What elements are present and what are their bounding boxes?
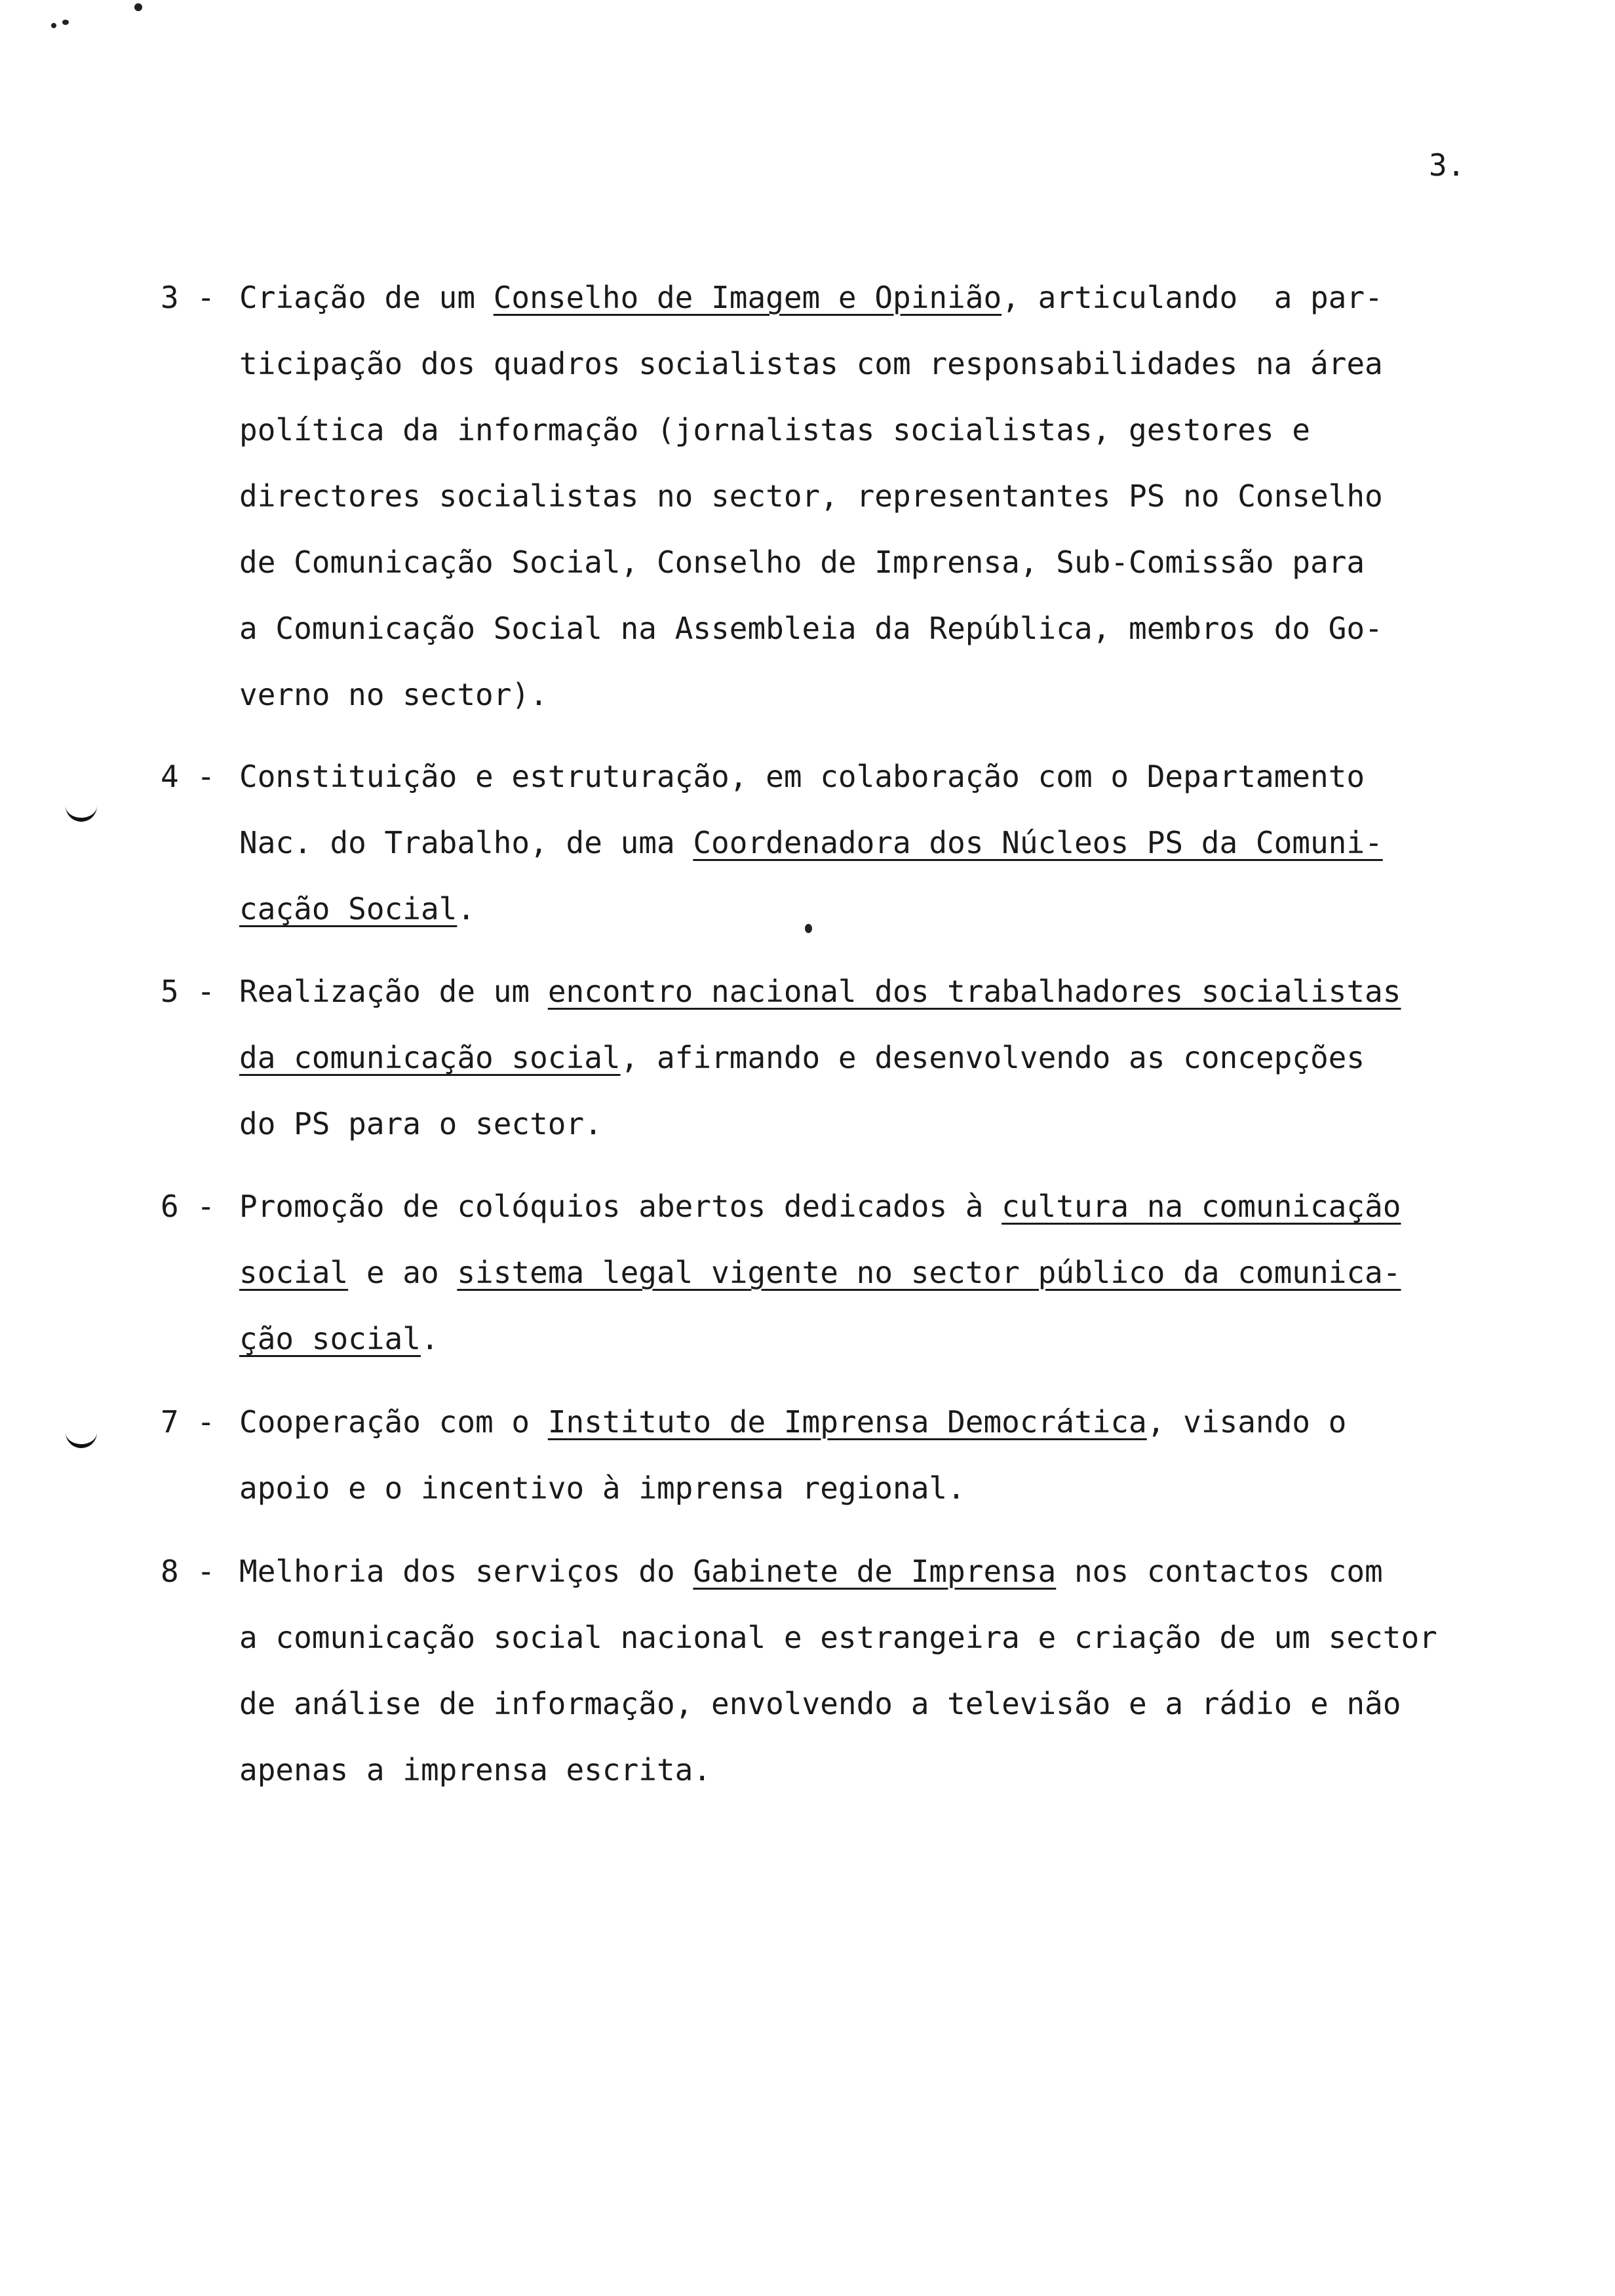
margin-tick-mark xyxy=(66,1427,97,1448)
text-run: . xyxy=(420,1321,439,1356)
item-number: 4 - xyxy=(161,759,216,794)
item-text xyxy=(239,959,1570,1157)
scan-speck xyxy=(134,3,142,11)
item-text xyxy=(239,265,1570,728)
item-text xyxy=(239,1539,1570,1803)
item-number: 5 - xyxy=(161,974,216,1009)
text-run: Promoção de colóquios abertos dedicados à xyxy=(239,1189,1002,1224)
text-run: Melhoria dos serviços do xyxy=(239,1554,693,1589)
list-item-5 xyxy=(161,959,1570,1157)
list-item-8 xyxy=(161,1539,1570,1803)
page-number: 3. xyxy=(1429,147,1466,183)
item-text xyxy=(239,744,1570,942)
list-item-7 xyxy=(161,1389,1570,1521)
list-item-3 xyxy=(161,265,1570,728)
underlined-phrase: cultura na comunicação xyxy=(1002,1189,1401,1224)
text-run: , visando o xyxy=(1146,1404,1347,1440)
text-run: . xyxy=(457,891,476,927)
text-run: Cooperação com o xyxy=(239,1404,548,1440)
underlined-phrase: Coordenadora dos Núcleos PS da Comuni- xyxy=(693,825,1383,860)
underlined-phrase: Instituto de Imprensa Democrática xyxy=(547,1404,1147,1440)
underlined-phrase: cação Social xyxy=(239,891,457,927)
underlined-phrase: social xyxy=(239,1255,349,1290)
underlined-phrase: ção social xyxy=(239,1321,421,1356)
underlined-phrase: da comunicação social xyxy=(239,1040,621,1075)
item-text xyxy=(239,1389,1570,1521)
text-run: ticipação dos quadros socialistas com responsabilidades na área política da informação (jornalistas socialistas, gestores e directores socialistas no sector, representantes PS no Conselho de Comunicação Social, Conselho de Imprensa, Sub-Comissão para a Comunicação Social na Assembleia da República, membros do Go- verno no sector). xyxy=(239,346,1383,712)
item-number: 3 - xyxy=(161,280,216,315)
item-text xyxy=(239,1174,1570,1372)
text-run: nos contactos com xyxy=(1056,1554,1383,1589)
text-run: Realização de um xyxy=(239,974,548,1009)
text-run: apoio e o incentivo à imprensa regional. xyxy=(239,1470,965,1506)
item-number: 8 - xyxy=(161,1554,216,1589)
list-item-4 xyxy=(161,744,1570,942)
underlined-phrase: Gabinete de Imprensa xyxy=(693,1554,1057,1589)
text-run: , afirmando e desenvolvendo as concepções xyxy=(620,1040,1365,1075)
text-run: a comunicação social nacional e estrangeira e criação de um sector de análise de informação, envolvendo a televisão e a rádio e não apenas a imprensa escrita. xyxy=(239,1620,1437,1788)
item-number: 7 - xyxy=(161,1404,216,1440)
underlined-phrase: Conselho de Imagem e Opinião xyxy=(493,280,1002,315)
underlined-phrase: encontro nacional dos trabalhadores socialistas xyxy=(547,974,1401,1009)
text-run: do PS para o sector. xyxy=(239,1106,602,1141)
margin-tick-mark xyxy=(66,801,97,822)
text-run: Constituição e estruturação, em colaboração com o Departamento xyxy=(239,759,1365,794)
text-run: Nac. do Trabalho, de uma xyxy=(239,825,693,860)
scan-speck xyxy=(51,23,56,28)
scan-speck xyxy=(62,20,69,25)
text-run: Criação de um xyxy=(239,280,494,315)
item-number: 6 - xyxy=(161,1189,216,1224)
list-item-6 xyxy=(161,1174,1570,1372)
scan-speck xyxy=(805,924,812,933)
text-run: , articulando a par- xyxy=(1002,280,1383,315)
underlined-phrase: sistema legal vigente no sector público da comunica- xyxy=(457,1255,1401,1290)
text-run: e ao xyxy=(348,1255,457,1290)
